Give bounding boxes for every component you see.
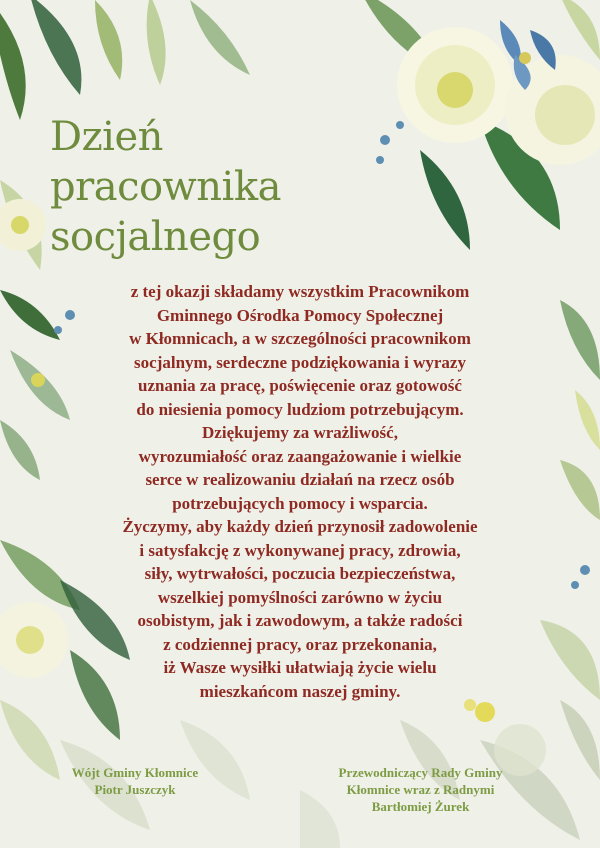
signature-line: Wójt Gminy Kłomnice (71, 765, 199, 780)
right-foliage (540, 460, 600, 700)
message-line: potrzebujących pomocy i wsparcia. (172, 493, 428, 513)
message-line: socjalnym, serdeczne podziękowania i wyrazy (134, 352, 466, 372)
message-line: mieszkańcom naszej gminy. (199, 681, 401, 701)
signature-council-chair (318, 764, 523, 815)
signature-line: Piotr Juszczyk (94, 782, 176, 797)
greeting-message (60, 280, 540, 703)
message-line: do niesienia pomocy ludziom potrzebującym. (136, 399, 464, 419)
signature-line: Przewodniczący Rady Gminy (338, 765, 503, 780)
message-line: i satysfakcję z wykonywanej pracy, zdrowia, (139, 540, 461, 560)
message-line: iż Wasze wysiłki ułatwiają życie wielu (163, 658, 437, 677)
message-line: serce w realizowaniu działań na rzecz osób (145, 470, 455, 489)
message-line: z codziennej pracy, oraz przekonania, (163, 634, 437, 654)
message-line: Dziękujemy za wrażliwość, (202, 423, 398, 442)
title-line: socjalnego (50, 214, 261, 260)
message-line: z tej okazji składamy wszystkim Pracownikom (130, 282, 470, 301)
title-line: Dzień (50, 114, 163, 160)
signature-mayor (35, 764, 235, 798)
message-line: Gminnego Ośrodka Pomocy Społecznej (156, 305, 444, 325)
page-title (50, 112, 281, 262)
message-line: siły, wytrwałości, poczucia bezpieczeństwa, (144, 564, 456, 583)
signature-line: Kłomnice wraz z Radnymi (346, 782, 495, 797)
message-line: wszelkiej pomyślności zarówno w życiu (157, 587, 443, 607)
message-line: uznania za pracę, poświęcenie oraz gotowość (138, 376, 462, 395)
message-line: osobistym, jak i zawodowym, a także radości (137, 611, 463, 630)
signature-line: Bartłomiej Żurek (371, 799, 470, 814)
title-line: pracownika (50, 164, 281, 210)
message-line: wyrozumiałość oraz zaangażowanie i wielkie (138, 446, 462, 466)
message-line: w Kłomnicach, a w szczególności pracownikom (129, 329, 471, 348)
message-line: Życzymy, aby każdy dzień przynosił zadowolenie (122, 517, 478, 536)
